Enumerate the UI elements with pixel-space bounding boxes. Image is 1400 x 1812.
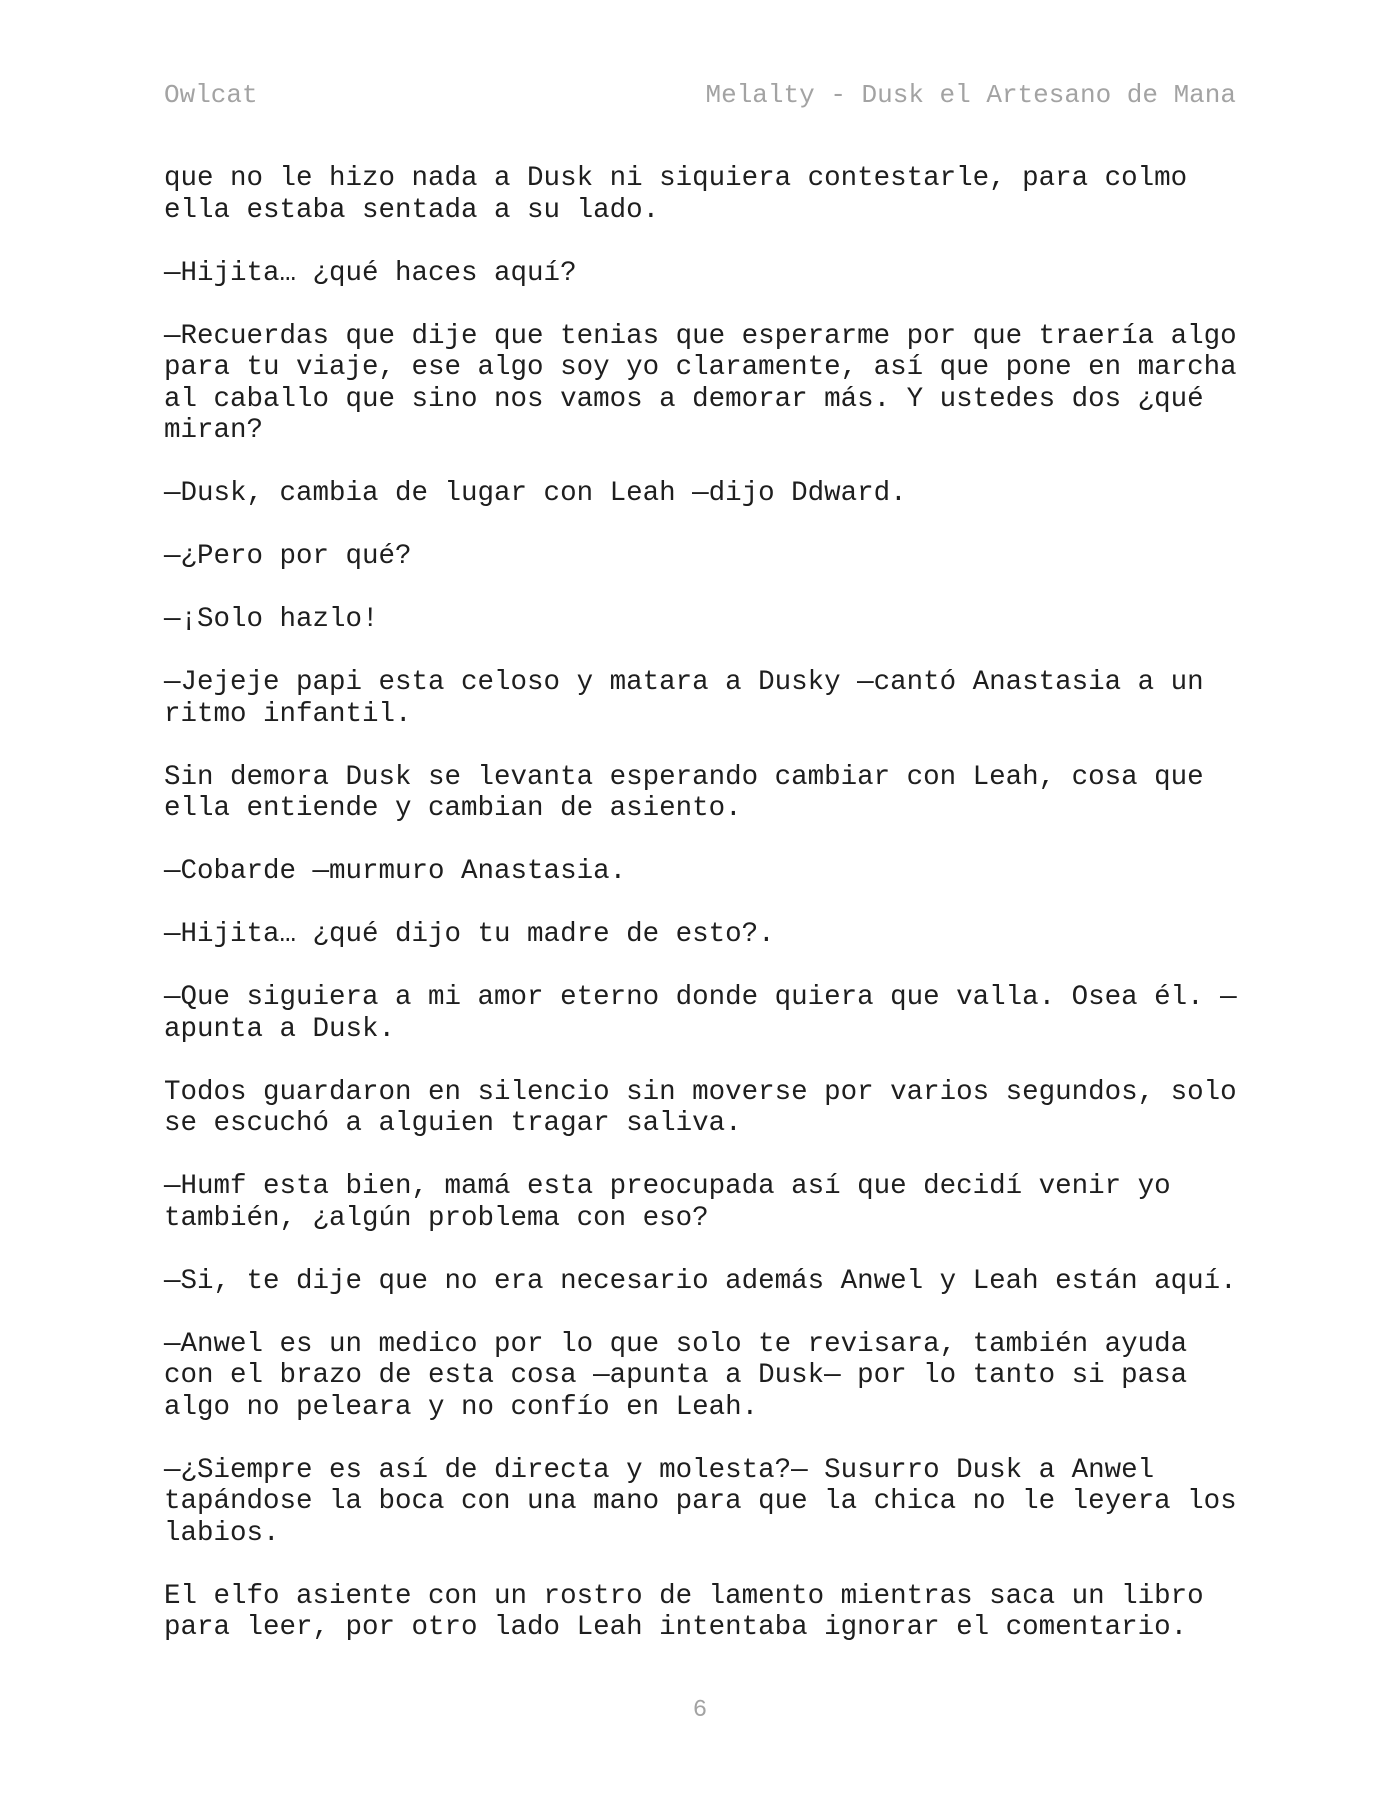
paragraph: que no le hizo nada a Dusk ni siquiera contestarle, para colmo ella estaba sentada a su lado. — [164, 163, 1188, 226]
page-number: 6 — [692, 1697, 708, 1724]
paragraph: —Jejeje papi esta celoso y matara a Dusky —cantó Anastasia a un ritmo infantil. — [164, 667, 1204, 730]
paragraph: —Anwel es un medico por lo que solo te revisara, también ayuda con el brazo de esta cosa —apunta a Dusk— por lo tanto si pasa algo no peleara y no confío en Leah. — [164, 1328, 1188, 1423]
paragraph: El elfo asiente con un rostro de lamento mientras saca un libro para leer, por otro lado Leah intentaba ignorar el comentario. — [164, 1580, 1204, 1643]
paragraph: —Si, te dije que no era necesario además Anwel y Leah están aquí. — [164, 1265, 1237, 1297]
paragraph: —Recuerdas que dije que tenias que esperarme por que traería algo para tu viaje, ese algo soy yo claramente, así que pone en marcha al caballo que sino nos vamos a demorar más. Y ustedes dos ¿qué miran? — [164, 320, 1237, 446]
page-footer — [0, 1697, 1400, 1724]
paragraph: —¡Solo hazlo! — [164, 604, 379, 635]
paragraph: —¿Pero por qué? — [164, 541, 412, 572]
paragraph: —Hijita… ¿qué haces aquí? — [164, 257, 577, 289]
paragraph: —¿Siempre es así de directa y molesta?— Susurro Dusk a Anwel tapándose la boca con una mano para que la chica no le leyera los labios. — [164, 1454, 1237, 1549]
paragraph: —Humf esta bien, mamá esta preocupada así que decidí venir yo también, ¿algún problema con eso? — [164, 1171, 1171, 1234]
paragraph: Todos guardaron en silencio sin moverse por varios segundos, solo se escuchó a alguien tragar saliva. — [164, 1076, 1237, 1139]
paragraph: —Hijita… ¿qué dijo tu madre de esto?. — [164, 919, 775, 950]
body-text — [164, 163, 1244, 1675]
header-author: Owlcat — [164, 80, 258, 110]
paragraph: Sin demora Dusk se levanta esperando cambiar con Leah, cosa que ella entiende y cambian de asiento. — [164, 761, 1204, 824]
paragraph: —Dusk, cambia de lugar con Leah —dijo Ddward. — [164, 478, 907, 509]
header-title: Melalty - Dusk el Artesano de Mana — [705, 80, 1236, 110]
page-header — [164, 80, 1236, 116]
paragraph: —Cobarde —murmuro Anastasia. — [164, 856, 627, 887]
paragraph: —Que siguiera a mi amor eterno donde quiera que valla. Osea él. — apunta a Dusk. — [164, 982, 1237, 1045]
